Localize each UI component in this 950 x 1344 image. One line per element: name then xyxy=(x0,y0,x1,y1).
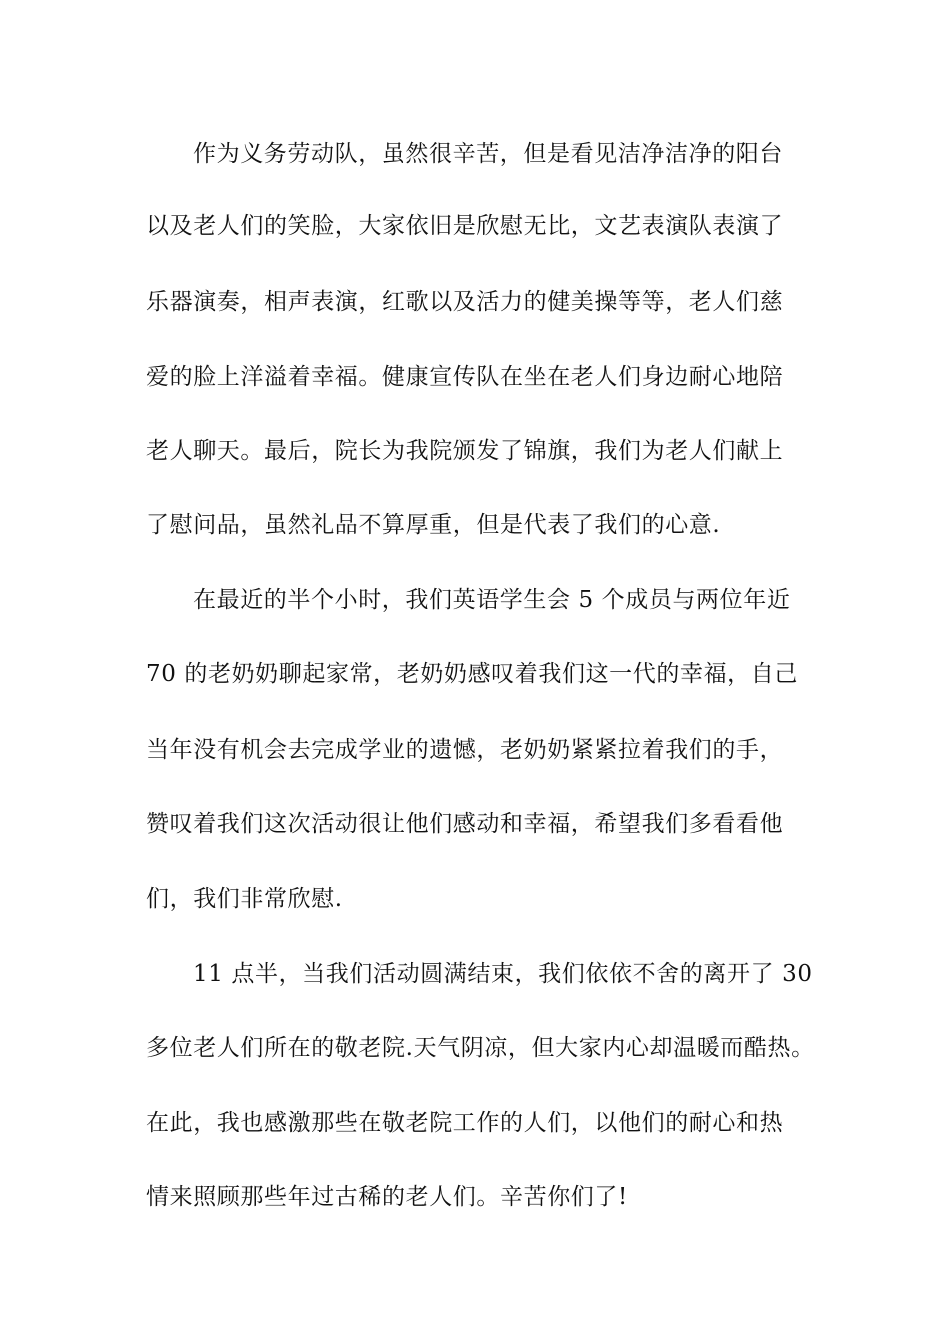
paragraph-1-line-3: 乐器演奏，相声表演，红歌以及活力的健美操等等，老人们慈 xyxy=(146,289,784,315)
paragraph-2-line-4: 赞叹着我们这次活动很让他们感动和幸福，希望我们多看看他 xyxy=(146,811,784,837)
paragraph-2-line-2: 70 的老奶奶聊起家常，老奶奶感叹着我们这一代的幸福，自己 xyxy=(146,661,798,687)
paragraph-3-line-1: 11 点半，当我们活动圆满结束，我们依依不舍的离开了 30 xyxy=(193,961,813,987)
paragraph-2-line-3: 当年没有机会去完成学业的遗憾，老奶奶紧紧拉着我们的手， xyxy=(146,737,784,763)
paragraph-2-line-5: 们，我们非常欣慰. xyxy=(146,886,343,912)
paragraph-3-line-3: 在此，我也感激那些在敬老院工作的人们，以他们的耐心和热 xyxy=(146,1110,784,1136)
paragraph-3-line-4: 情来照顾那些年过古稀的老人们。辛苦你们了! xyxy=(146,1184,628,1210)
paragraph-2-line-1: 在最近的半个小时，我们英语学生会 5 个成员与两位年近 xyxy=(193,587,791,613)
paragraph-1-line-5: 老人聊天。最后，院长为我院颁发了锦旗，我们为老人们献上 xyxy=(146,438,784,464)
paragraph-1-line-6: 了慰问品，虽然礼品不算厚重，但是代表了我们的心意. xyxy=(146,512,721,538)
paragraph-1-line-2: 以及老人们的笑脸，大家依旧是欣慰无比，文艺表演队表演了 xyxy=(146,213,784,239)
paragraph-1-line-4: 爱的脸上洋溢着幸福。健康宣传队在坐在老人们身边耐心地陪 xyxy=(146,364,784,390)
paragraph-1-line-1: 作为义务劳动队，虽然很辛苦，但是看见洁净洁净的阳台 xyxy=(193,141,783,167)
paragraph-3-line-2: 多位老人们所在的敬老院.天气阴凉，但大家内心却温暖而酷热。 xyxy=(146,1035,815,1061)
